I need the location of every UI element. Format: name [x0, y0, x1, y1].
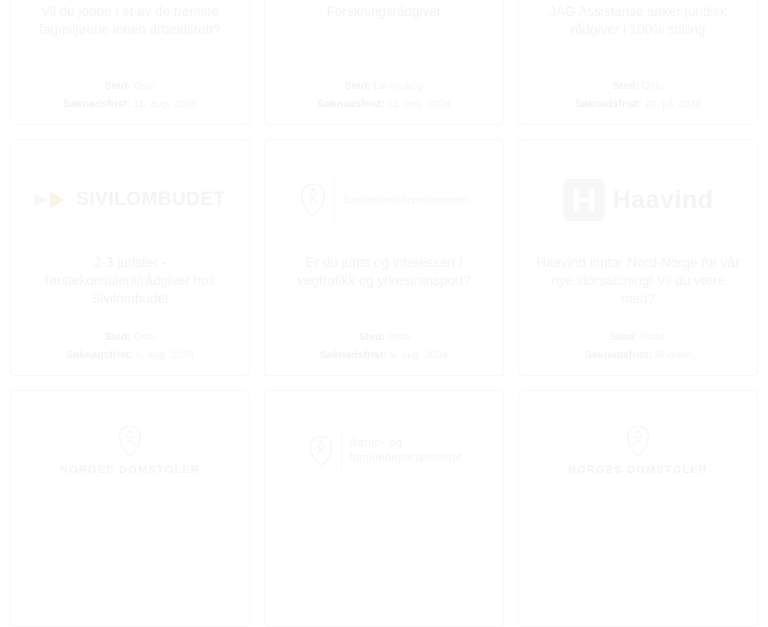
- job-title: Er du jurist og interessert i vegtrafikk og yrkestransport?: [297, 255, 471, 288]
- job-place-row: [279, 78, 489, 96]
- employer-logo: [25, 152, 235, 248]
- job-card[interactable]: [518, 390, 758, 627]
- employer-logo-text: NORGES DOMSTOLER: [567, 463, 708, 476]
- job-card[interactable]: [10, 139, 250, 376]
- deadline-value: 9. aug. 2024: [389, 349, 449, 362]
- employer-logo: [533, 152, 743, 248]
- job-place-row: [533, 329, 743, 347]
- place-value: Lørenskog: [373, 80, 424, 93]
- job-card[interactable]: [518, 139, 758, 376]
- job-card[interactable]: [518, 0, 758, 125]
- employer-logo: [279, 403, 489, 499]
- sivilombudet-mark-icon: [34, 189, 68, 211]
- job-deadline-row: [279, 96, 489, 114]
- job-card[interactable]: [10, 390, 250, 627]
- haavind-mark-icon: [563, 179, 605, 221]
- place-value: Bodø: [640, 331, 666, 344]
- job-title: 2-3 jurister - førstekonsulent/rådgiver hos Sivilombudet: [44, 255, 216, 306]
- deadline-label: Søknadsfrist:: [317, 98, 385, 111]
- place-label: Sted:: [344, 80, 371, 93]
- job-deadline-row: [533, 96, 743, 114]
- deadline-value: 20. juli 2024: [644, 98, 702, 111]
- place-label: Sted:: [104, 80, 131, 93]
- job-place-row: [25, 78, 235, 96]
- job-card-grid: [10, 0, 758, 627]
- norwegian-coat-of-arms-icon: [118, 425, 142, 457]
- job-place-row: [533, 78, 743, 96]
- place-label: Sted:: [358, 331, 385, 344]
- norwegian-coat-of-arms-icon: [309, 435, 333, 467]
- job-title: Forskningsrådgiver: [326, 4, 442, 19]
- employer-logo: [533, 403, 743, 499]
- job-card[interactable]: [264, 0, 504, 125]
- job-meta: [533, 329, 743, 365]
- deadline-label: Søknadsfrist:: [574, 98, 642, 111]
- job-title: JAG Assistanse søker juridisk rådgiver i 100% stilling: [549, 4, 727, 37]
- job-place-row: [25, 329, 235, 347]
- job-card[interactable]: [264, 139, 504, 376]
- job-deadline-row: [25, 347, 235, 365]
- job-meta: [279, 329, 489, 365]
- deadline-value: 11. aug. 2024: [133, 98, 197, 111]
- job-meta: [25, 329, 235, 365]
- place-label: Sted:: [610, 331, 638, 344]
- employer-logo: [25, 403, 235, 499]
- job-deadline-row: [533, 347, 743, 365]
- deadline-label: Søknadsfrist:: [319, 349, 387, 362]
- job-place-row: [279, 329, 489, 347]
- job-title: Vil du jobbe i et av de fremste fagmiljøene innen arbeidsrett?: [39, 4, 221, 37]
- place-label: Sted:: [104, 331, 131, 344]
- deadline-value: 6. aug. 2024: [135, 349, 195, 362]
- place-value: Oslo: [387, 331, 410, 344]
- place-value: Oslo: [133, 80, 156, 93]
- job-deadline-row: [279, 347, 489, 365]
- place-label: Sted:: [612, 80, 639, 93]
- norwegian-coat-of-arms-icon: [626, 425, 650, 457]
- employer-logo-text: Barne- og familiedepartementet: [349, 437, 463, 464]
- deadline-label: Søknadsfrist:: [63, 98, 131, 111]
- job-meta: [533, 78, 743, 114]
- job-deadline-row: [25, 96, 235, 114]
- place-value: Oslo: [641, 80, 664, 93]
- employer-logo-text: NORGES DOMSTOLER: [59, 463, 200, 476]
- place-value: Oslo: [133, 331, 156, 344]
- deadline-label: Søknadsfrist:: [65, 349, 133, 362]
- logo-divider: [341, 431, 342, 471]
- deadline-value: 11. aug. 2024: [387, 98, 451, 111]
- deadline-label: Søknadsfrist:: [584, 349, 652, 362]
- deadline-value: Snarest: [654, 349, 692, 362]
- employer-logo-text: Haavind: [612, 185, 714, 214]
- logo-divider: [334, 173, 335, 227]
- job-card[interactable]: [264, 390, 504, 627]
- norwegian-coat-of-arms-icon: [300, 183, 326, 217]
- employer-logo-text: Samferdselsdepartementet: [343, 194, 468, 206]
- job-meta: [25, 78, 235, 114]
- job-card[interactable]: [10, 0, 250, 125]
- job-title: Haavind inntar Nord-Norge for vår nye storsatsning! Vil du være med?: [536, 255, 740, 306]
- employer-logo: [279, 152, 489, 248]
- employer-logo-text: SIVILOMBUDET: [76, 189, 226, 210]
- job-meta: [279, 78, 489, 114]
